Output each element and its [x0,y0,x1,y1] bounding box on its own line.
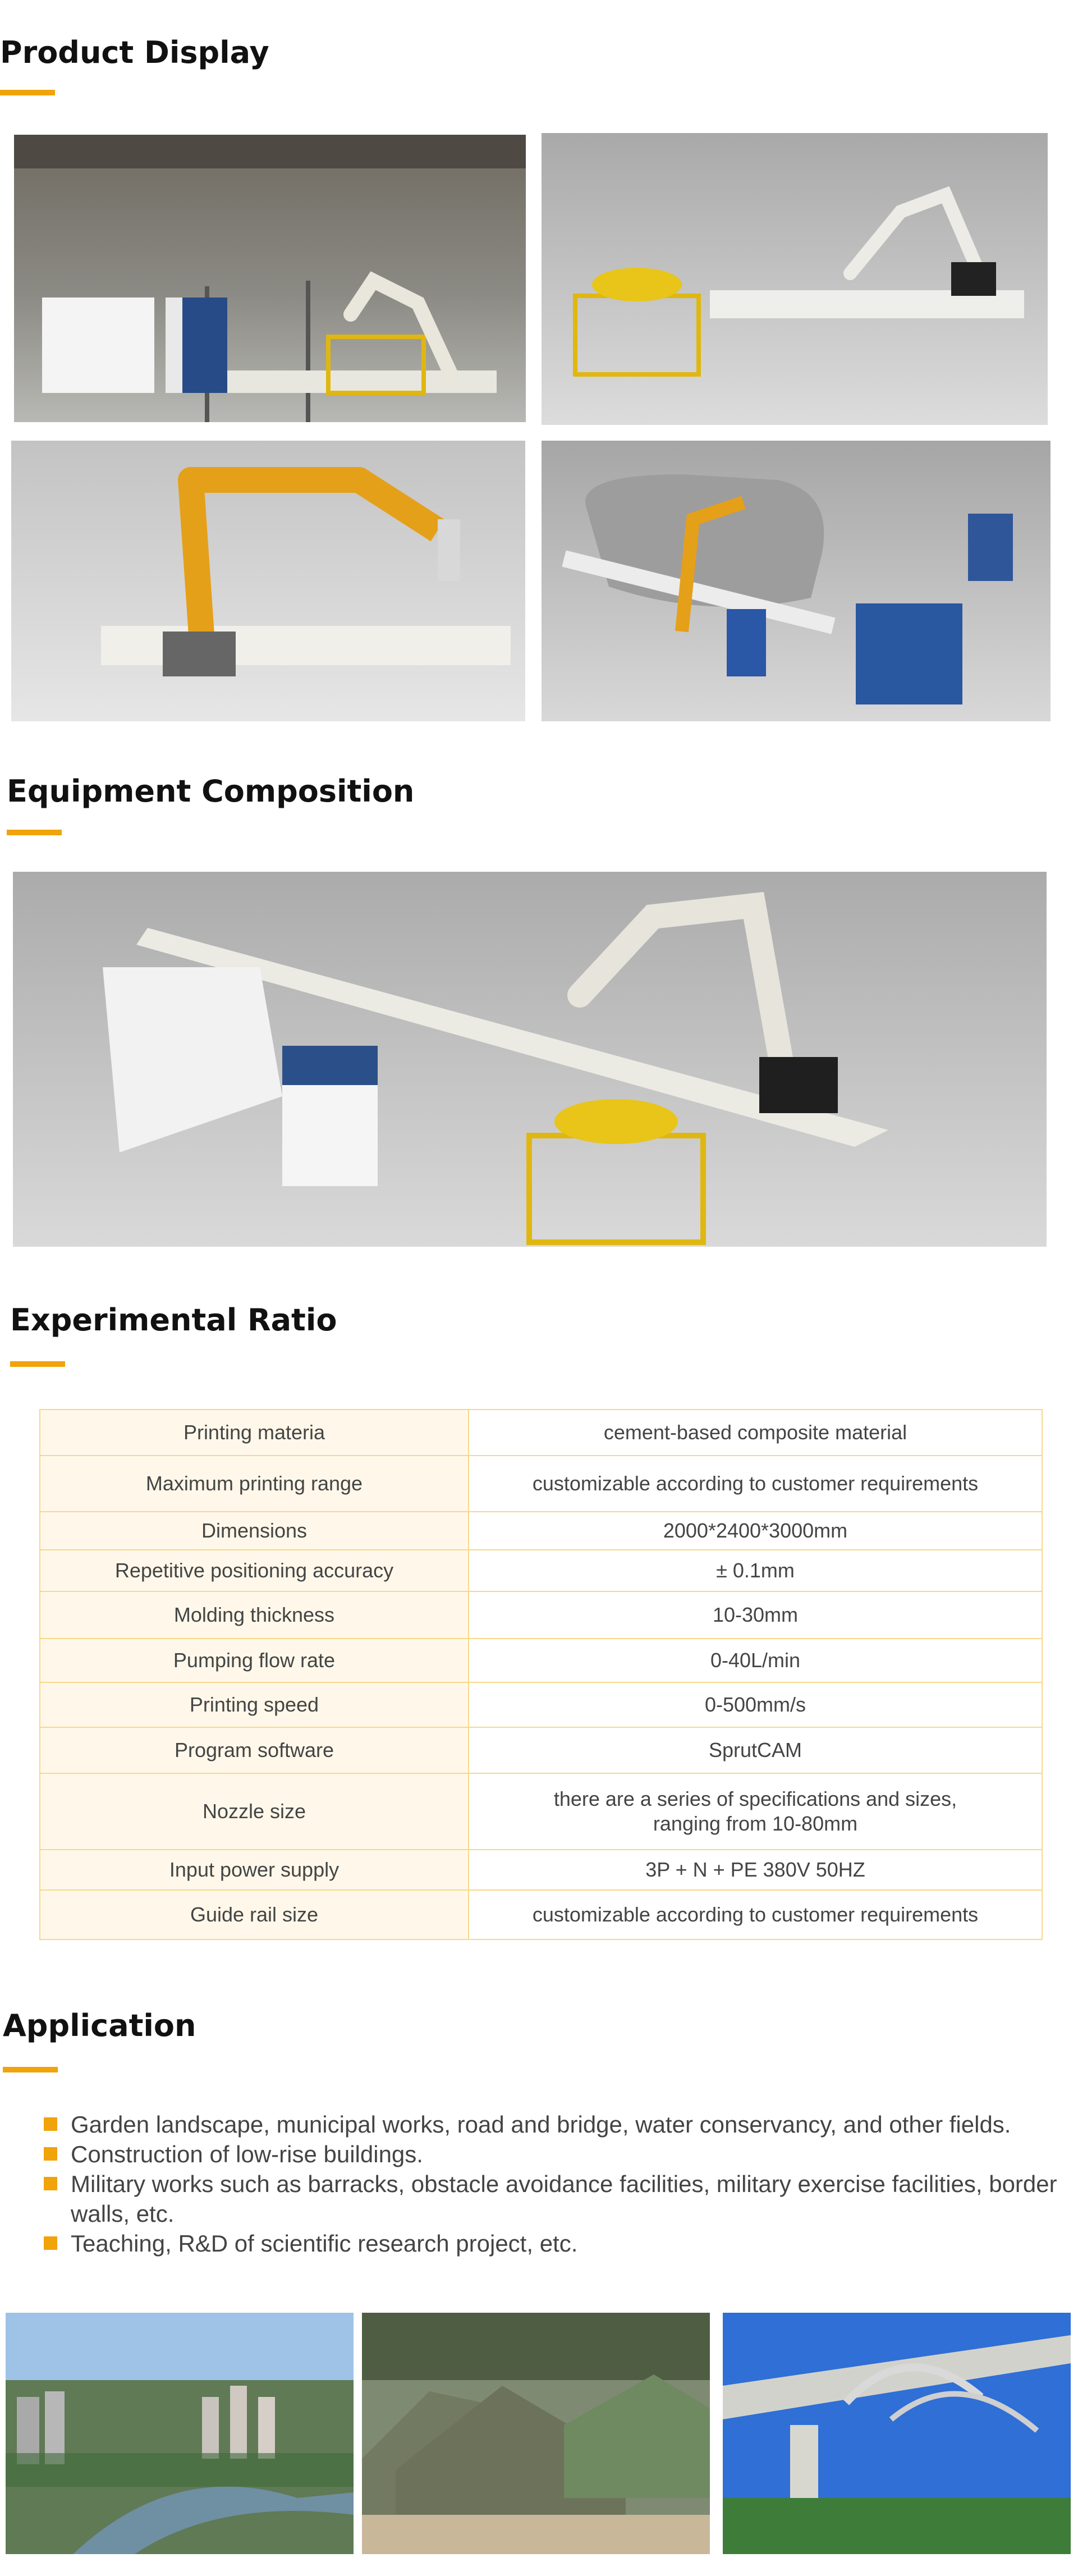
spec-value: customizable according to customer requirements [469,1890,1042,1939]
spec-value: 0-40L/min [469,1639,1042,1682]
experimental-ratio-underline [10,1361,65,1367]
list-item-text: Garden landscape, municipal works, road and bridge, water conservancy, and other fields. [71,2111,1011,2138]
spec-value: 0-500mm/s [469,1682,1042,1727]
application-title: Application [3,2008,196,2043]
table-row [40,1456,1042,1512]
list-item-text: Construction of low-rise buildings. [71,2141,423,2167]
spec-label: Maximum printing range [40,1456,469,1512]
factory-robot-printer-photo [14,135,526,422]
spec-value-line: ranging from 10-80mm [653,1812,858,1835]
table-row [40,1639,1042,1682]
table-row [40,1512,1042,1550]
list-item-text: Military works such as barracks, obstacle avoidance facilities, military exercise facilities, border walls, etc. [71,2171,1057,2227]
spec-value: cement-based composite material [469,1410,1042,1456]
spec-label: Pumping flow rate [40,1639,469,1682]
product-display-underline [0,90,55,95]
spec-label: Molding thickness [40,1591,469,1639]
spec-value: 2000*2400*3000mm [469,1512,1042,1550]
equipment-composition-underline [7,830,62,835]
table-row [40,1890,1042,1939]
table-row [40,1591,1042,1639]
city-river-photo [6,2313,354,2554]
spec-label: Printing materia [40,1410,469,1456]
spec-label: Printing speed [40,1682,469,1727]
spec-label: Input power supply [40,1850,469,1890]
table-row [40,1410,1042,1456]
orange-robot-arm-photo [11,441,525,721]
square-bullet-icon [44,2117,57,2131]
table-row [40,1550,1042,1591]
list-item-text: Teaching, R&D of scientific research project, etc. [71,2230,578,2257]
spec-label: Program software [40,1727,469,1773]
square-bullet-icon [44,2177,57,2190]
spec-label: Repetitive positioning accuracy [40,1550,469,1591]
gantry-robot-printer-photo [542,133,1048,425]
spec-label: Guide rail size [40,1890,469,1939]
spec-value: ± 0.1mm [469,1550,1042,1591]
spec-value-line: there are a series of specifications and sizes, [553,1787,957,1810]
list-item [39,2110,1061,2139]
curved-wall-printing-photo [542,441,1051,721]
list-item [39,2169,1061,2229]
application-underline [3,2067,58,2072]
list-item [39,2229,1061,2258]
square-bullet-icon [44,2147,57,2161]
spec-label: Nozzle size [40,1773,469,1850]
military-tents-photo [362,2313,710,2554]
experimental-ratio-title: Experimental Ratio [10,1302,337,1338]
spec-label: Dimensions [40,1512,469,1550]
table-row [40,1773,1042,1850]
spec-table [39,1409,1043,1940]
list-item [39,2139,1061,2169]
square-bullet-icon [44,2236,57,2250]
equipment-composition-photo [13,872,1047,1247]
spec-value: SprutCAM [469,1727,1042,1773]
product-display-title: Product Display [0,35,269,70]
spec-value: customizable according to customer requirements [469,1456,1042,1512]
table-row [40,1850,1042,1890]
equipment-composition-title: Equipment Composition [7,774,415,809]
application-list [39,2110,1061,2258]
table-row [40,1727,1042,1773]
spec-value: 3P + N + PE 380V 50HZ [469,1850,1042,1890]
table-row [40,1682,1042,1727]
spec-value-multiline [469,1773,1042,1850]
overpass-bridge-photo [723,2313,1071,2554]
spec-value: 10-30mm [469,1591,1042,1639]
